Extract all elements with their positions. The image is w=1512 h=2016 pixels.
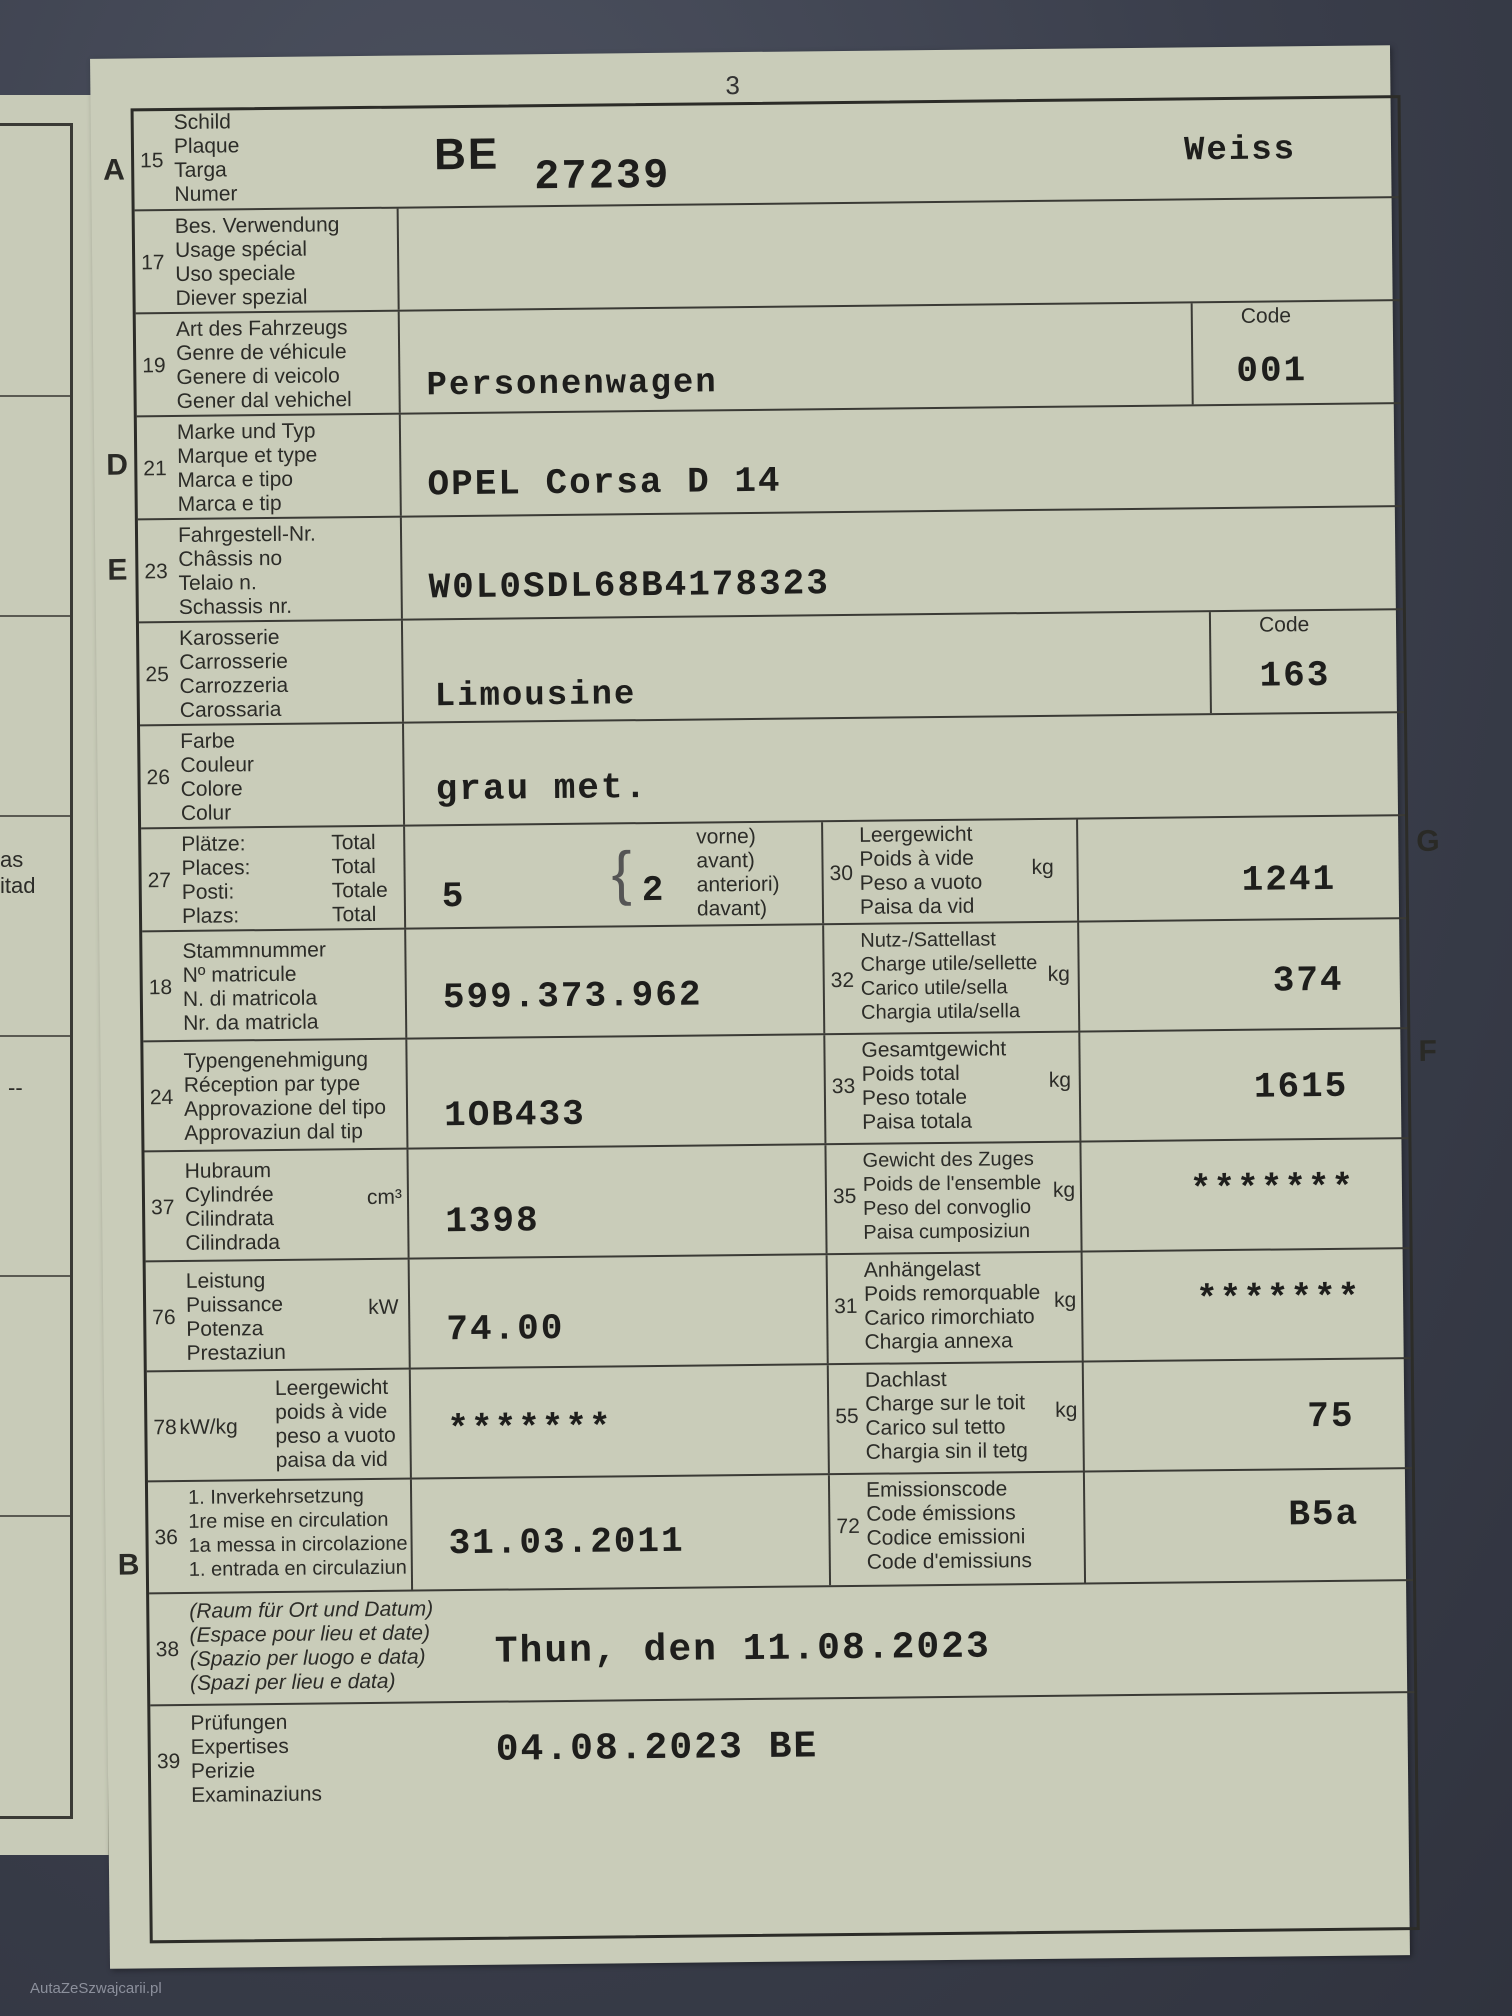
reg-number-labels: Stammnummer Nº matricule N. di matricola Nr. da matricla <box>182 938 327 1035</box>
side-letter-a: A <box>103 153 126 187</box>
side-letter-f: F <box>1418 1034 1438 1069</box>
chassis-labels: Fahrgestell-Nr. Châssis no Telaio n. Schassis nr. <box>177 522 316 619</box>
field-number: 15 <box>139 149 164 173</box>
row-special-use <box>135 198 1400 314</box>
place-date-labels: (Raum für Ort und Datum) (Espace pour lieu et date) (Spazio per luogo e data) (Spazi per lieu e data) <box>189 1597 434 1695</box>
type-approval-value: 1OB433 <box>443 1093 586 1137</box>
empty-weight-value: 1241 <box>1241 858 1337 901</box>
field-number: 35 <box>832 1184 857 1209</box>
field-number: 31 <box>834 1294 858 1319</box>
colour-value: grau met. <box>435 767 649 811</box>
inspections-value: 04.08.2023 BE <box>495 1725 819 1772</box>
code-label: Code <box>1258 613 1310 637</box>
registration-page <box>90 45 1440 1969</box>
field-number: 55 <box>835 1404 859 1429</box>
side-letter-g: G <box>1416 824 1440 859</box>
watermark: AutaZeSzwajcarii.pl <box>30 1980 162 1997</box>
unit-kw-kg: kW/kg <box>179 1415 238 1439</box>
roof-load-labels: Dachlast Charge sur le toit Carico sul tetto Chargia sin il tetg <box>864 1367 1029 1464</box>
row-seats: 27 Plätze: Places: Posti: Plazs: Total Total Totale Total 5 { 2 vorne) avant) anteriori) davant) 30 Leergewicht Poids à vide Peso a vuoto Paisa da vid kg 1241 <box>141 816 1406 932</box>
left-fragment: -- <box>8 1075 23 1100</box>
row-first-registration <box>148 1469 1413 1594</box>
field-number: 32 <box>830 968 855 993</box>
total-weight-labels: Gesamtgewicht Poids total Peso totale Paisa totala <box>861 1037 1007 1134</box>
side-letter-e: E <box>107 553 128 587</box>
trailer-load-labels: Anhängelast Poids remorquable Carico rimorchiato Chargia annexa <box>863 1257 1041 1354</box>
place-date-value: Thun, den 11.08.2023 <box>494 1625 992 1674</box>
field-number: 24 <box>149 1086 174 1110</box>
displacement-value: 1398 <box>445 1200 540 1243</box>
emission-labels: Emissionscode Code émissions Codice emissioni Code d'emissiuns <box>865 1477 1033 1574</box>
train-weight-labels: Gewicht des Zuges Poids de l'ensemble Peso del convoglio Paisa cumposiziun <box>862 1148 1042 1244</box>
code-label: Code <box>1240 304 1292 328</box>
seats-total: 5 <box>441 875 466 918</box>
field-number: 36 <box>154 1526 179 1550</box>
make-model-value: OPEL Corsa D 14 <box>427 460 782 506</box>
side-letter-d: D <box>106 448 129 482</box>
left-fragment: as <box>0 847 24 872</box>
unit-kg: kg <box>1047 962 1070 986</box>
body-code: 163 <box>1259 654 1331 697</box>
field-number: 18 <box>148 976 173 1000</box>
plate-number: 27239 <box>534 151 671 202</box>
field-number: 72 <box>836 1514 860 1539</box>
page-number: 3 <box>725 70 740 101</box>
row-reg-number <box>142 919 1407 1042</box>
make-model-labels: Marke und Typ Marque et type Marca e tipo Marca e tip <box>176 419 318 516</box>
field-number: 39 <box>156 1750 181 1774</box>
type-approval-labels: Typengenehmigung Réception par type Approvazione del tipo Approvaziun dal tip <box>183 1048 387 1145</box>
power-weight-value: ******* <box>447 1407 613 1451</box>
side-letter-b: B <box>117 1548 140 1582</box>
payload-value: 374 <box>1272 959 1344 1002</box>
row-power-weight <box>147 1359 1412 1482</box>
field-number: 27 <box>147 869 172 893</box>
seats-total-labels: Total Total Totale Total <box>331 830 388 927</box>
special-use-labels: Bes. Verwendung Usage spécial Uso speciale Diever spezial <box>174 213 340 310</box>
row-make-model <box>137 404 1402 520</box>
field-number: 21 <box>143 457 167 481</box>
vehicle-type-value: Personenwagen <box>426 364 718 406</box>
row-place-date <box>149 1581 1414 1706</box>
left-page-frame <box>0 123 73 1819</box>
row-inspections <box>150 1693 1416 1940</box>
field-number: 17 <box>141 251 165 275</box>
row-power <box>146 1249 1411 1372</box>
first-reg-value: 31.03.2011 <box>448 1520 685 1565</box>
seats-front-labels: vorne) avant) anteriori) davant) <box>696 824 780 921</box>
power-labels: Leistung Puissance Potenza Prestaziun <box>185 1269 286 1365</box>
unit-kg: kg <box>1053 1288 1077 1312</box>
seats-front: 2 <box>641 869 666 912</box>
field-number: 30 <box>829 861 854 886</box>
row-body <box>139 610 1404 726</box>
row-displacement <box>144 1139 1409 1262</box>
field-number: 25 <box>145 663 169 687</box>
train-weight-value: ******* <box>1189 1167 1356 1211</box>
form-frame <box>131 95 1420 1943</box>
unit-kg: kg <box>1052 1178 1076 1202</box>
row-chassis <box>138 507 1403 623</box>
displacement-labels: Hubraum Cylindrée Cilindrata Cilindrada <box>184 1159 281 1255</box>
field-number: 23 <box>144 560 168 584</box>
left-fragment: itad <box>0 873 36 898</box>
total-weight-value: 1615 <box>1253 1065 1349 1108</box>
unit-cm3: cm³ <box>366 1185 403 1210</box>
unit-kg: kg <box>1055 1398 1078 1422</box>
field-number: 37 <box>150 1196 175 1220</box>
plate-labels: Schild Plaque Targa Numer <box>173 110 240 206</box>
roof-load-value: 75 <box>1307 1395 1355 1438</box>
power-value: 74.00 <box>446 1307 565 1351</box>
body-labels: Karosserie Carrosserie Carrozzeria Carossaria <box>178 625 289 722</box>
unit-kg: kg <box>1031 855 1054 880</box>
row-plate <box>134 98 1399 211</box>
unit-kw: kW <box>368 1295 399 1320</box>
field-number: 76 <box>152 1306 176 1330</box>
inspections-labels: Prüfungen Expertises Perizie Examinaziuns <box>190 1710 323 1807</box>
trailer-load-value: ******* <box>1195 1277 1362 1321</box>
reg-number-value: 599.373.962 <box>442 974 703 1019</box>
chassis-value: W0L0SDL68B4178323 <box>428 563 831 609</box>
unit-kg: kg <box>1048 1068 1072 1092</box>
field-number: 78 <box>153 1416 177 1440</box>
vehicle-type-code: 001 <box>1236 350 1308 392</box>
row-colour <box>140 713 1405 829</box>
plate-color: Weiss <box>1183 131 1297 171</box>
field-number: 26 <box>146 766 171 790</box>
row-type-approval <box>143 1029 1408 1152</box>
power-weight-labels: Leergewicht poids à vide peso a vuoto paisa da vid <box>274 1375 396 1472</box>
field-number: 19 <box>142 354 166 378</box>
first-reg-labels: 1. Inverkehrsetzung 1re mise en circulation 1a messa in circolazione 1. entrada en circulaziun <box>187 1485 408 1581</box>
colour-labels: Farbe Couleur Colore Colur <box>180 729 255 825</box>
plate-canton: BE <box>433 129 500 180</box>
body-value: Limousine <box>434 676 637 717</box>
emission-value: B5a <box>1288 1493 1360 1536</box>
vehicle-type-labels: Art des Fahrzeugs Genre de véhicule Genere di veicolo Gener dal vehichel <box>175 316 352 413</box>
field-number: 38 <box>155 1638 180 1662</box>
field-number: 33 <box>831 1074 856 1099</box>
payload-labels: Nutz-/Sattellast Charge utile/sellette Carico utile/sella Chargia utila/sella <box>860 928 1038 1024</box>
seats-labels: Plätze: Places: Posti: Plazs: <box>181 832 251 928</box>
empty-weight-labels: Leergewicht Poids à vide Peso a vuoto Paisa da vid <box>859 822 983 919</box>
row-vehicle-type <box>136 301 1401 417</box>
